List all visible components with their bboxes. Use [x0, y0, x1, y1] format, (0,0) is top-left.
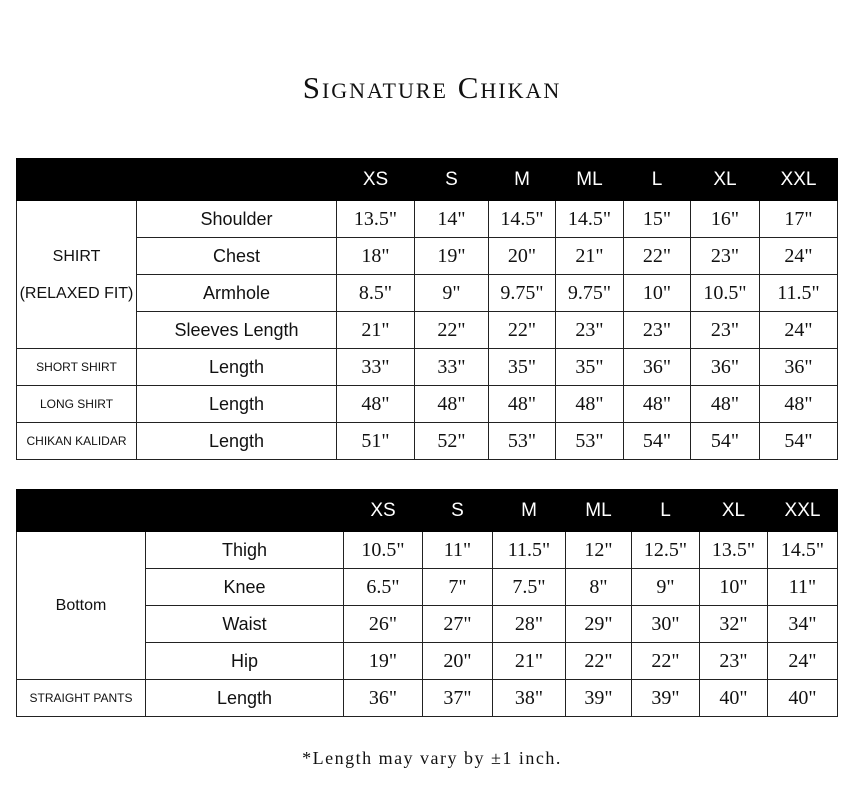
measure-label: Shoulder: [137, 201, 337, 238]
size-value: 40": [700, 680, 768, 717]
size-value: 23": [691, 238, 760, 275]
size-value: 7.5": [493, 569, 566, 606]
header-blank: [17, 490, 146, 532]
size-value: 32": [700, 606, 768, 643]
size-value: 53": [489, 423, 556, 460]
size-value: 8": [566, 569, 632, 606]
table-row: [17, 349, 838, 386]
size-value: 22": [489, 312, 556, 349]
size-value: 11": [423, 532, 493, 569]
size-value: 20": [489, 238, 556, 275]
size-value: 14.5": [768, 532, 838, 569]
size-value: 14.5": [556, 201, 624, 238]
size-value: 12.5": [632, 532, 700, 569]
size-header: XXL: [768, 490, 838, 532]
size-value: 48": [337, 386, 415, 423]
size-header: XL: [700, 490, 768, 532]
size-header: ML: [556, 159, 624, 201]
measure-label: Armhole: [137, 275, 337, 312]
size-value: 13.5": [337, 201, 415, 238]
table-row: [17, 312, 838, 349]
measure-label: Waist: [146, 606, 344, 643]
size-value: 22": [415, 312, 489, 349]
size-value: 23": [700, 643, 768, 680]
size-value: 9": [632, 569, 700, 606]
header-blank: [146, 490, 344, 532]
size-value: 15": [624, 201, 691, 238]
table-row: [17, 201, 838, 238]
size-value: 24": [760, 238, 838, 275]
size-value: 33": [415, 349, 489, 386]
size-header: XS: [337, 159, 415, 201]
size-value: 52": [415, 423, 489, 460]
category-bottom: Bottom: [17, 532, 146, 680]
measure-label: Length: [137, 423, 337, 460]
size-value: 24": [768, 643, 838, 680]
category-shirt: [17, 201, 137, 349]
size-value: 48": [624, 386, 691, 423]
size-value: 21": [556, 238, 624, 275]
size-value: 54": [691, 423, 760, 460]
size-value: 34": [768, 606, 838, 643]
table-row: [17, 423, 838, 460]
size-value: 16": [691, 201, 760, 238]
measure-label: Length: [137, 386, 337, 423]
measure-label: Length: [146, 680, 344, 717]
size-value: 40": [768, 680, 838, 717]
size-value: 48": [489, 386, 556, 423]
size-value: 11": [768, 569, 838, 606]
size-value: 22": [566, 643, 632, 680]
size-value: 53": [556, 423, 624, 460]
size-value: 37": [423, 680, 493, 717]
size-value: 26": [344, 606, 423, 643]
size-value: 10": [700, 569, 768, 606]
measure-label: Length: [137, 349, 337, 386]
bottoms-size-chart: [16, 489, 838, 717]
category-short-shirt: SHORT SHIRT: [17, 349, 137, 386]
size-header: XS: [344, 490, 423, 532]
size-value: 21": [337, 312, 415, 349]
size-value: 36": [760, 349, 838, 386]
size-header: ML: [566, 490, 632, 532]
measure-label: Hip: [146, 643, 344, 680]
size-header: M: [493, 490, 566, 532]
size-value: 10.5": [691, 275, 760, 312]
size-value: 54": [624, 423, 691, 460]
size-value: 24": [760, 312, 838, 349]
header-blank: [17, 159, 137, 201]
size-value: 9.75": [489, 275, 556, 312]
size-value: 14.5": [489, 201, 556, 238]
size-value: 22": [624, 238, 691, 275]
size-value: 29": [566, 606, 632, 643]
size-value: 9.75": [556, 275, 624, 312]
size-value: 48": [760, 386, 838, 423]
category-long-shirt: LONG SHIRT: [17, 386, 137, 423]
table-row: [17, 680, 838, 717]
measure-label: Knee: [146, 569, 344, 606]
size-header-row: [17, 159, 838, 201]
size-value: 38": [493, 680, 566, 717]
page-title: Signature Chikan: [302, 70, 562, 105]
size-value: 30": [632, 606, 700, 643]
size-value: 6.5": [344, 569, 423, 606]
size-value: 22": [632, 643, 700, 680]
size-value: 11.5": [760, 275, 838, 312]
size-value: 48": [556, 386, 624, 423]
size-header: S: [415, 159, 489, 201]
size-value: 36": [691, 349, 760, 386]
size-header-row: [17, 490, 838, 532]
size-value: 9": [415, 275, 489, 312]
table-row: [17, 275, 838, 312]
size-value: 35": [489, 349, 556, 386]
size-value: 48": [415, 386, 489, 423]
tops-size-chart: [16, 158, 838, 460]
footnote: *Length may vary by ±1 inch.: [302, 748, 562, 768]
size-header: L: [632, 490, 700, 532]
category-chikan-kalidar: CHIKAN KALIDAR: [17, 423, 137, 460]
size-header: L: [624, 159, 691, 201]
size-value: 39": [632, 680, 700, 717]
size-value: 20": [423, 643, 493, 680]
size-value: 12": [566, 532, 632, 569]
size-value: 19": [415, 238, 489, 275]
category-label: SHIRT: [52, 247, 101, 265]
size-value: 33": [337, 349, 415, 386]
size-value: 48": [691, 386, 760, 423]
table-row: [17, 532, 838, 569]
category-straight-pants: STRAIGHT PANTS: [17, 680, 146, 717]
size-value: 10.5": [344, 532, 423, 569]
size-value: 11.5": [493, 532, 566, 569]
size-value: 10": [624, 275, 691, 312]
size-value: 17": [760, 201, 838, 238]
size-value: 13.5": [700, 532, 768, 569]
size-value: 51": [337, 423, 415, 460]
size-value: 28": [493, 606, 566, 643]
measure-label: Chest: [137, 238, 337, 275]
size-header: S: [423, 490, 493, 532]
table-row: [17, 238, 838, 275]
size-value: 7": [423, 569, 493, 606]
size-value: 27": [423, 606, 493, 643]
measure-label: Thigh: [146, 532, 344, 569]
size-value: 18": [337, 238, 415, 275]
size-value: 35": [556, 349, 624, 386]
size-value: 19": [344, 643, 423, 680]
size-value: 23": [624, 312, 691, 349]
size-value: 23": [556, 312, 624, 349]
size-value: 36": [344, 680, 423, 717]
category-sublabel: (RELAXED FIT): [19, 284, 134, 302]
size-value: 36": [624, 349, 691, 386]
size-header: M: [489, 159, 556, 201]
table-row: [17, 386, 838, 423]
size-header: XL: [691, 159, 760, 201]
size-value: 54": [760, 423, 838, 460]
measure-label: Sleeves Length: [137, 312, 337, 349]
size-value: 8.5": [337, 275, 415, 312]
header-blank: [137, 159, 337, 201]
size-value: 21": [493, 643, 566, 680]
size-header: XXL: [760, 159, 838, 201]
size-value: 23": [691, 312, 760, 349]
size-value: 39": [566, 680, 632, 717]
size-value: 14": [415, 201, 489, 238]
